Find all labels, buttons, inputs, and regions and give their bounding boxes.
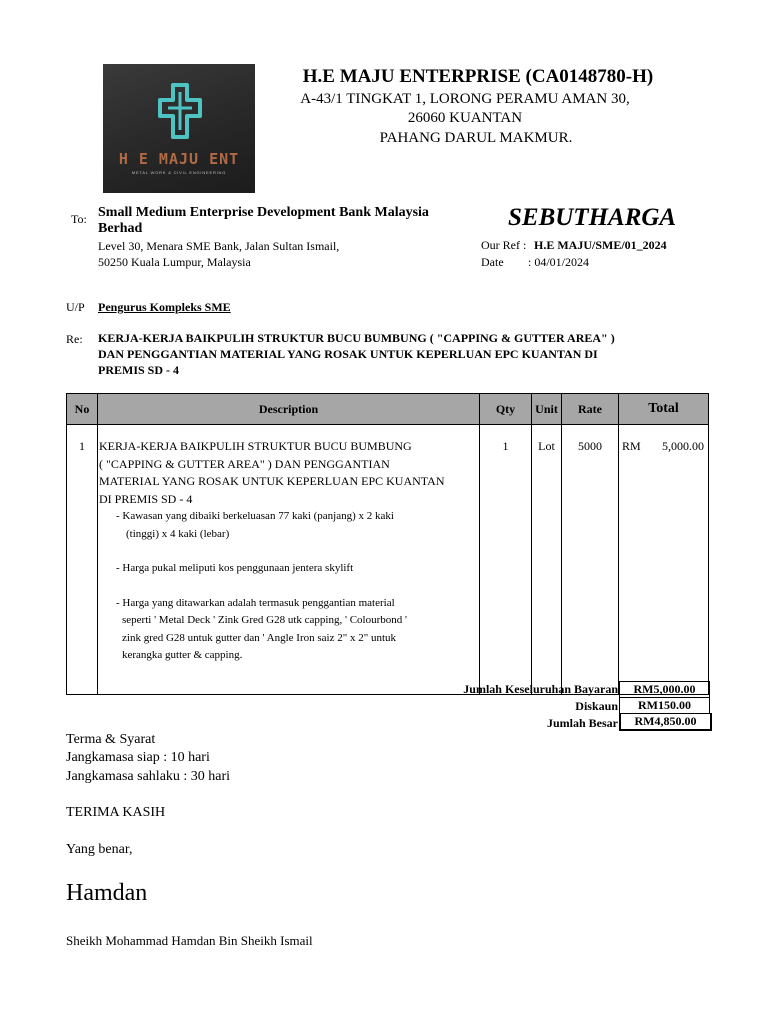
terms-title: Terma & Syarat xyxy=(66,732,156,747)
bullet-material-line3: zink gred G28 untuk gutter dan ' Angle Iron saiz 2" x 2" untuk xyxy=(122,631,396,644)
bullet-skylift: - Harga pukal meliputi kos penggunaan jentera skylift xyxy=(116,562,354,574)
our-ref-label: Our Ref : xyxy=(481,238,527,252)
bullet-material-line2: seperti ' Metal Deck ' Zink Gred G28 utk capping, ' Colourbond ' xyxy=(122,614,408,626)
net-total-label: Jumlah Besar xyxy=(546,716,618,730)
re-line2: DAN PENGGANTIAN MATERIAL YANG ROSAK UNTUK KEPERLUAN EPC KUANTAN DI xyxy=(98,347,598,361)
logo-name: H E MAJU ENT xyxy=(118,150,240,168)
recipient-address-line1: Level 30, Menara SME Bank, Jalan Sultan Ismail, xyxy=(98,239,340,253)
re-label: Re: xyxy=(66,332,83,346)
our-ref-value: H.E MAJU/SME/01_2024 xyxy=(534,238,667,252)
recipient-address-line2: 50250 Kuala Lumpur, Malaysia xyxy=(98,255,251,269)
header-rate: Rate xyxy=(562,394,619,425)
row-qty: 1 xyxy=(480,425,532,695)
date-value: : 04/01/2024 xyxy=(528,255,590,269)
up-label: U/P xyxy=(66,300,85,314)
net-total-value: RM4,850.00 xyxy=(619,713,712,731)
desc-line: ( "CAPPING & GUTTER AREA" ) DAN PENGGANTIAN xyxy=(99,456,390,471)
header-total: Total xyxy=(619,394,709,425)
row-rate: 5000 xyxy=(562,425,619,695)
desc-line: MATERIAL YANG ROSAK UNTUK KEPERLUAN EPC KUANTAN xyxy=(99,474,445,488)
bullet-material-line1: - Harga yang ditawarkan adalah termasuk penggantian material xyxy=(116,596,395,609)
up-value: Pengurus Kompleks SME xyxy=(98,300,231,314)
desc-line: KERJA-KERJA BAIKPULIH STRUKTUR BUCU BUMBUNG xyxy=(99,439,412,453)
terms-line1: Jangkamasa siap : 10 hari xyxy=(66,750,210,765)
row-total xyxy=(619,425,709,695)
signature: Hamdan xyxy=(66,880,148,906)
recipient-name-line1: Small Medium Enterprise Development Bank Malaysia xyxy=(98,205,429,220)
company-address-line2: 26060 KUANTAN xyxy=(407,110,523,126)
re-line3: PREMIS SD - 4 xyxy=(98,363,180,377)
company-address-line3: PAHANG DARUL MAKMUR. xyxy=(379,130,573,146)
grand-total-value: RM5,000.00 xyxy=(619,681,710,698)
bullet-area-line1: - Kawasan yang dibaiki berkeluasan 77 kaki (panjang) x 2 kaki xyxy=(116,510,394,522)
document-title: SEBUTHARGA xyxy=(508,204,677,231)
row-no: 1 xyxy=(67,425,98,695)
header-no: No xyxy=(67,394,98,425)
recipient-name-line2: Berhad xyxy=(98,221,143,236)
header-qty: Qty xyxy=(480,394,532,425)
company-logo xyxy=(103,64,255,193)
items-table xyxy=(66,393,709,695)
medical-cross-icon xyxy=(157,82,203,145)
signatory-name: Sheikh Mohammad Hamdan Bin Sheikh Ismail xyxy=(66,933,313,948)
discount-label: Diskaun xyxy=(575,699,618,713)
bullet-material-line4: kerangka gutter & capping. xyxy=(122,649,243,661)
row-total-currency: RM xyxy=(622,439,641,453)
bullet-area-line2: (tinggi) x 4 kaki (lebar) xyxy=(126,527,230,540)
company-name: H.E MAJU ENTERPRISE (CA0148780-H) xyxy=(302,66,654,87)
terms-line2: Jangkamasa sahlaku : 30 hari xyxy=(66,769,231,784)
regards-text: Yang benar, xyxy=(66,842,133,857)
logo-tagline: METAL WORK & CIVIL ENGINEERING xyxy=(131,170,227,175)
re-line1: KERJA-KERJA BAIKPULIH STRUKTUR BUCU BUMBUNG ( "CAPPING & GUTTER AREA" ) xyxy=(98,331,615,345)
row-total-amount: 5,000.00 xyxy=(662,439,704,453)
date-label: Date xyxy=(481,255,504,269)
company-address-line1: A-43/1 TINGKAT 1, LORONG PERAMU AMAN 30, xyxy=(300,91,630,107)
desc-line: DI PREMIS SD - 4 xyxy=(99,491,193,506)
table-header-row xyxy=(67,394,709,425)
row-description xyxy=(98,425,480,695)
thanks-text: TERIMA KASIH xyxy=(66,805,166,820)
grand-total-label: Jumlah Keseluruhan Bayaran xyxy=(463,682,618,696)
row-unit: Lot xyxy=(532,425,562,695)
header-description: Description xyxy=(98,394,480,425)
table-row xyxy=(67,425,709,695)
discount-value: RM150.00 xyxy=(619,697,710,714)
to-label: To: xyxy=(71,212,87,226)
header-unit: Unit xyxy=(532,394,562,425)
